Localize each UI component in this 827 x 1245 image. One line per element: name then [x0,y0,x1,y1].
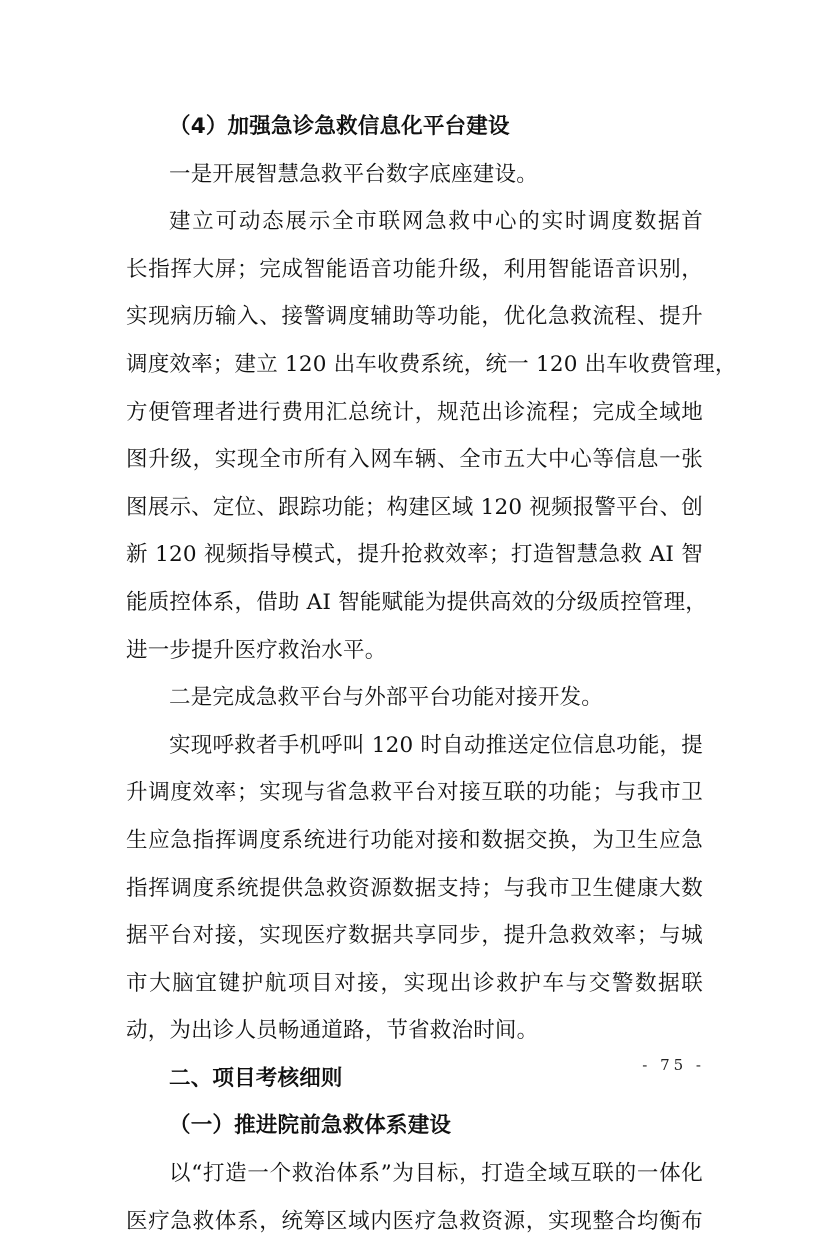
paragraph-line: 生应急指挥调度系统进行功能对接和数据交换，为卫生应急 [126,827,703,853]
paragraph-line: 方便管理者进行费用汇总统计，规范出诊流程；完成全域地 [126,399,703,425]
section-heading: 二、项目考核细则 [169,1065,343,1091]
paragraph-line: 调度效率；建立 120 出车收费系统，统一 120 出车收费管理， [126,351,737,377]
paragraph-line: 升调度效率；实现与省急救平台对接互联的功能；与我市卫 [126,780,703,806]
document-body [126,103,737,1245]
paragraph-line: 一是开展智慧急救平台数字底座建设。 [169,161,538,187]
paragraph-line: 二是完成急救平台与外部平台功能对接开发。 [169,685,604,711]
paragraph-line: 进一步提升医疗救治水平。 [126,637,387,663]
section-heading: （一）推进院前急救体系建设 [169,1113,452,1139]
paragraph-line: 医疗急救体系，统筹区域内医疗急救资源，实现整合均衡布 [126,1208,703,1234]
paragraph-line: 指挥调度系统提供急救资源数据支持；与我市卫生健康大数 [126,875,703,901]
paragraph-line: 能质控体系，借助 AI 智能赋能为提供高效的分级质控管理， [126,589,707,615]
paragraph-line: 图展示、定位、跟踪功能；构建区域 120 视频报警平台、创 [126,494,703,520]
paragraph-line: 动，为出诊人员畅通道路，节省救治时间。 [126,1018,539,1044]
paragraph-line: 长指挥大屏；完成智能语音功能升级，利用智能语音识别， [126,256,703,282]
page-number: - 75 - [642,1056,705,1074]
paragraph-line: 以“打造一个救治体系”为目标，打造全域互联的一体化 [169,1161,703,1187]
paragraph-line: 市大脑宜键护航项目对接，实现出诊救护车与交警数据联 [126,970,703,996]
paragraph-line: 实现呼救者手机呼叫 120 时自动推送定位信息功能，提 [169,732,703,758]
paragraph-line: 据平台对接，实现医疗数据共享同步，提升急救效率；与城 [126,923,703,949]
paragraph-line: 新 120 视频指导模式，提升抢救效率；打造智慧急救 AI 智 [126,542,703,568]
paragraph-line: 实现病历输入、接警调度辅助等功能，优化急救流程、提升 [126,304,703,330]
paragraph-line: 建立可动态展示全市联网急救中心的实时调度数据首 [169,209,703,235]
paragraph-line: 图升级，实现全市所有入网车辆、全市五大中心等信息一张 [126,447,703,473]
section-heading: （4）加强急诊急救信息化平台建设 [169,114,510,139]
